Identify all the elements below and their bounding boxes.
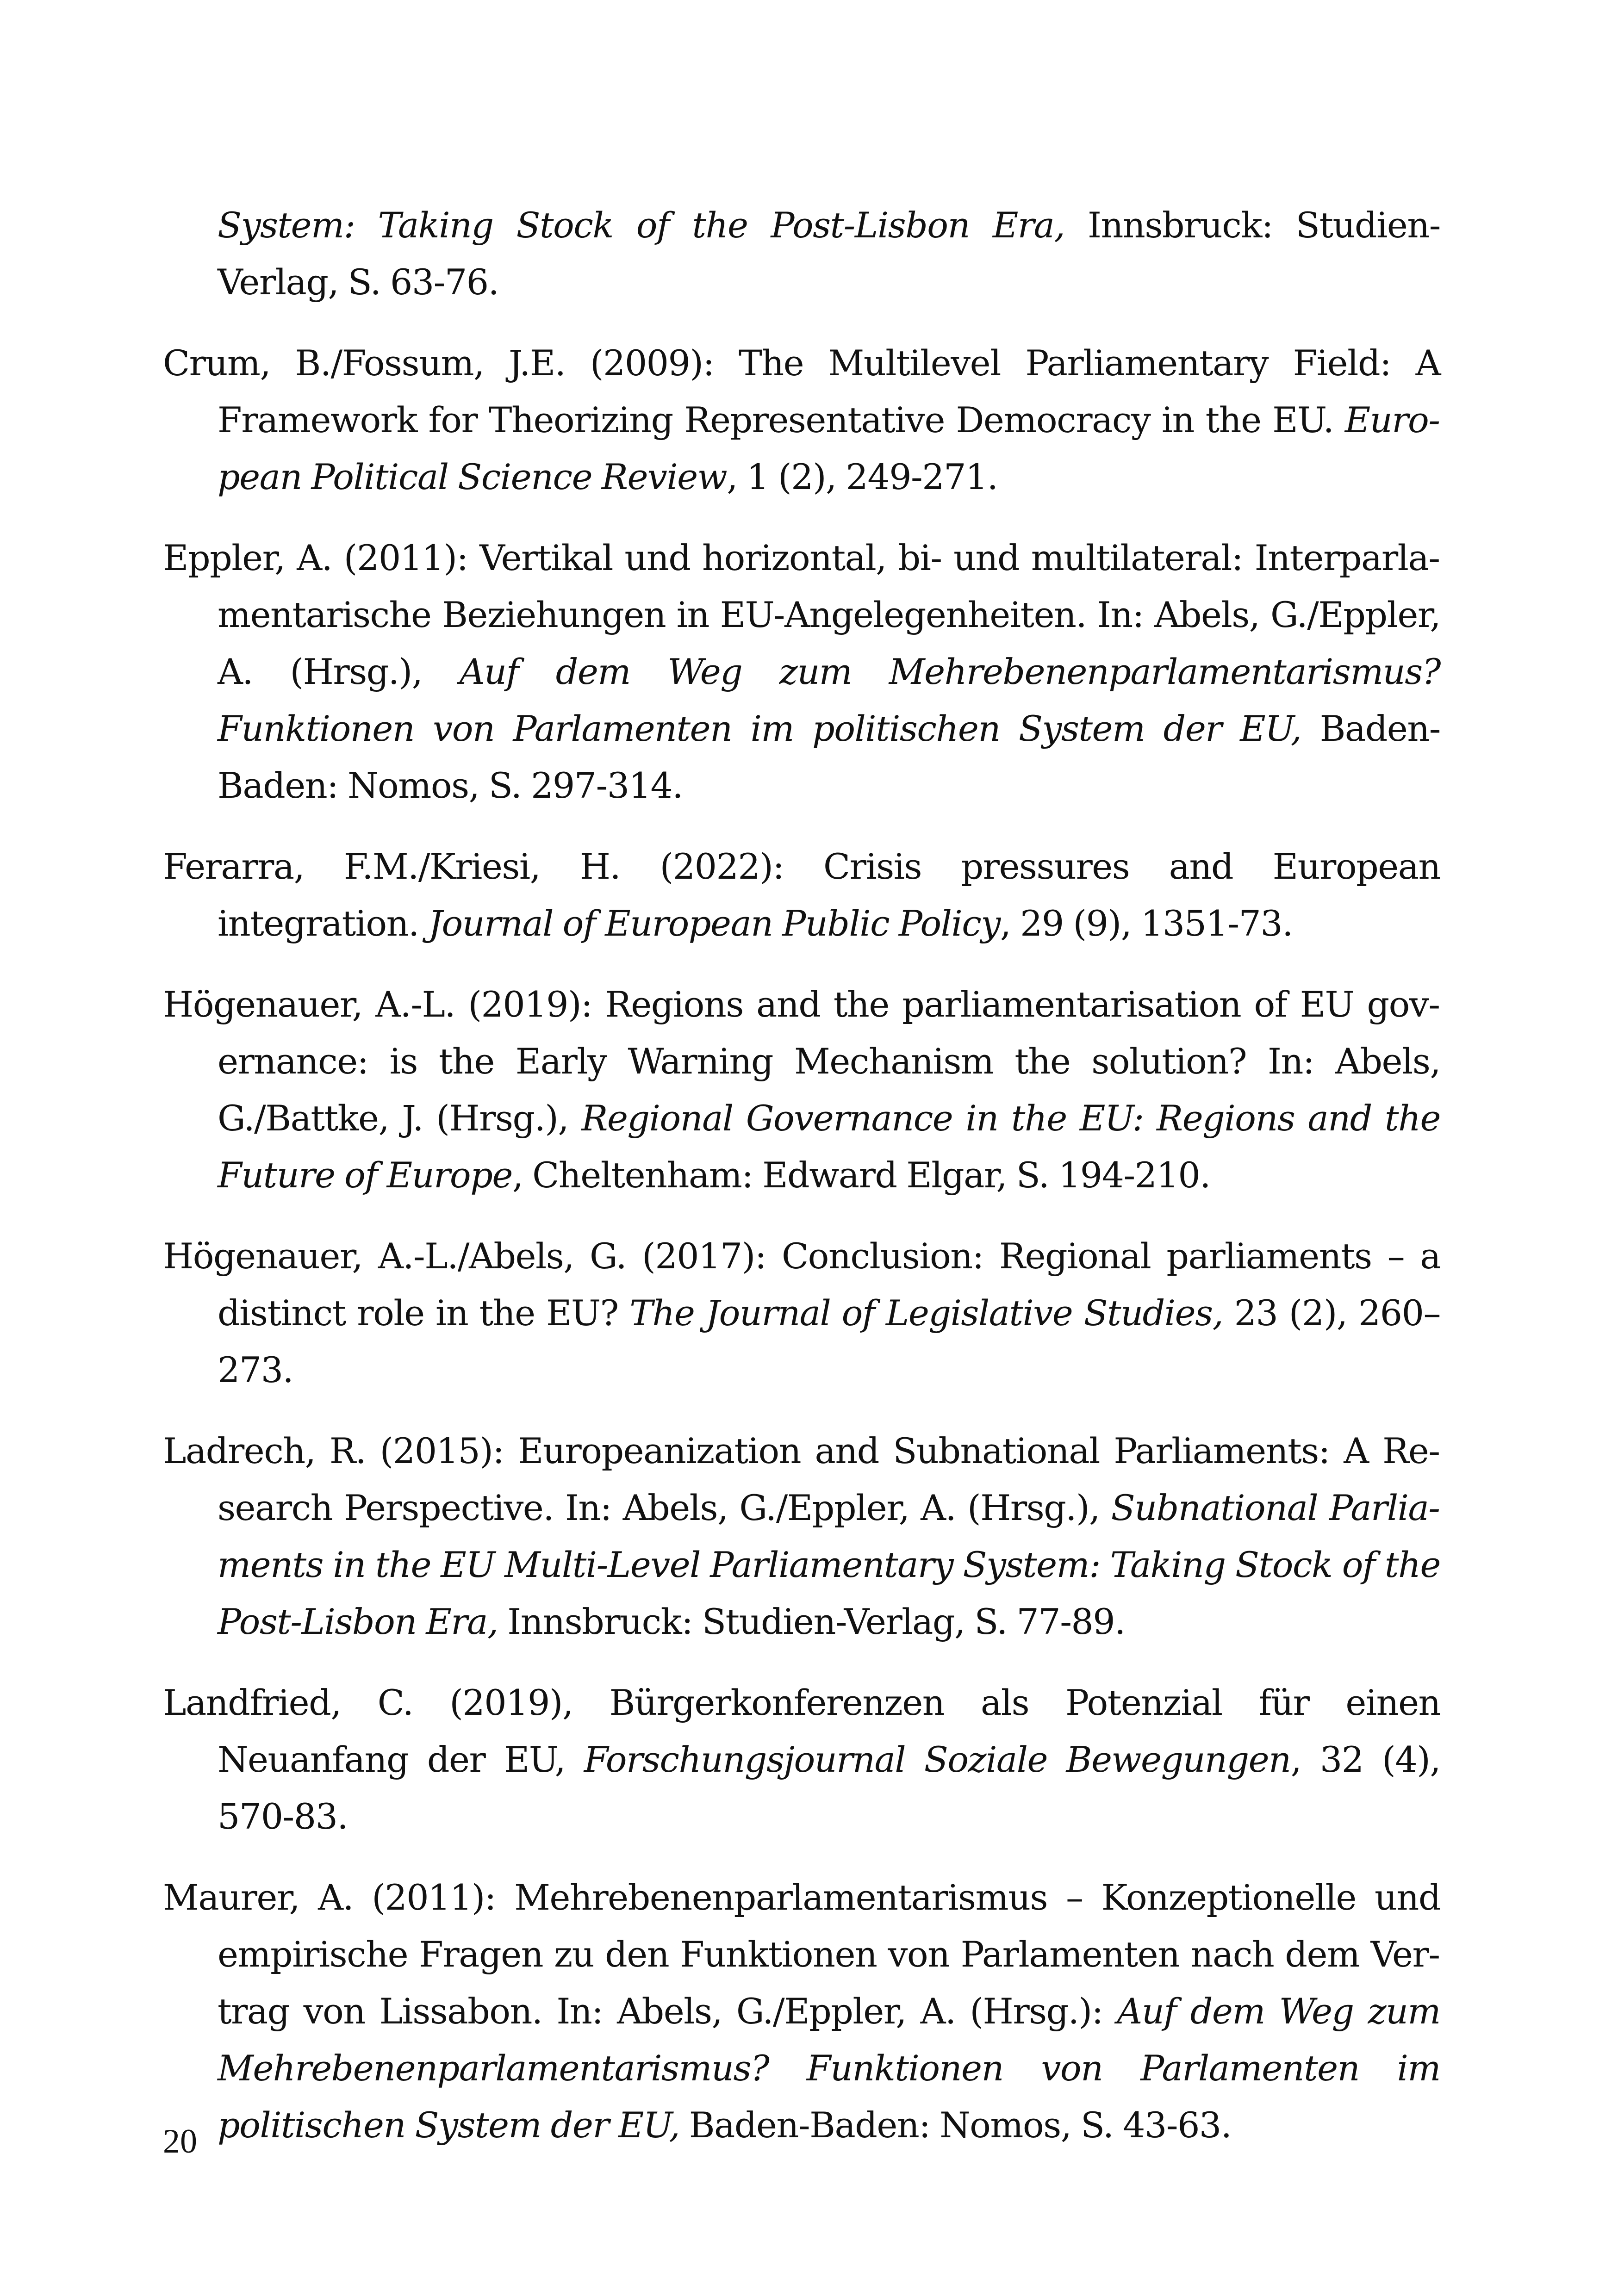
reference-entry-continued [163, 197, 1440, 310]
reference-journal-italic: Forschungsjournal Soziale Bewegungen [584, 1739, 1291, 1780]
reference-text: 23 (2), 260–273. [218, 1292, 1441, 1390]
reference-text: Baden-Baden: Nomos, S. 297-314. [218, 708, 1440, 806]
reference-text: Högenauer, A.-L./Abels, G. (2017): Conclusion: Regional parliaments – a distinct role in the EU? [163, 1235, 1440, 1334]
reference-title-italic: Auf dem Weg zum Mehrebenenparlamentarismus? Funktionen von Parlamenten im politischen System der EU, [218, 1991, 1440, 2146]
reference-text: Ladrech, R. (2015): Europeanization and Subnational Parliaments: A Research Perspective. In: Abels, G./Eppler, A. (Hrsg.), [163, 1430, 1440, 1528]
bibliography-list [163, 197, 1440, 2178]
reference-journal-italic: Journal of European Public Policy [428, 903, 1000, 944]
reference-entry-maurer [163, 1869, 1440, 2153]
reference-text: , 29 (9), 1351-73. [1000, 903, 1293, 944]
reference-text: Baden-Baden: Nomos, S. 43-63. [679, 2104, 1232, 2146]
reference-title-italic: System: Taking Stock of the Post-Lisbon Era, [218, 205, 1065, 246]
reference-title-italic: Auf dem Weg zum Mehrebenenparlamentarismus? Funktionen von Parlamenten im politischen System der EU, [218, 651, 1440, 749]
reference-title-italic: Regional Governance in the EU: Regions and the Future of Europe [218, 1098, 1440, 1196]
reference-entry-landfried [163, 1674, 1440, 1845]
reference-text: Crum, B./Fossum, J.E. (2009): The Multilevel Parliamentary Field: A Framework for Theorizing Representative Democracy in the EU. [163, 342, 1440, 441]
reference-entry-crum-fossum [163, 335, 1440, 505]
reference-text: , 1 (2), 249-271. [727, 456, 998, 497]
reference-title-italic: Subnational Parliaments in the EU Multi-Level Parliamentary System: Taking Stock of the Post-Lisbon Era, [218, 1487, 1440, 1642]
reference-text: , Cheltenham: Edward Elgar, S. 194-210. [512, 1154, 1210, 1196]
reference-entry-hoegenauer-2019 [163, 976, 1440, 1204]
page-number: 20 [163, 2122, 197, 2160]
reference-journal-italic: European Political Science Review [218, 399, 1440, 497]
reference-entry-hoegenauer-abels-2017 [163, 1228, 1440, 1398]
reference-text: Landfried, C. (2019), Bürgerkonferenzen als Potenzial für einen Neuanfang der EU, [163, 1682, 1440, 1780]
reference-text: Innsbruck: Studien-Verlag, S. 77-89. [498, 1601, 1125, 1642]
reference-text: Maurer, A. (2011): Mehrebenenparlamentarismus – Konzeptionelle und empirische Fragen zu den Funktionen von Parlamenten nach dem Vertrag von Lissabon. In: Abels, G./Eppler, A. (Hrsg.): [163, 1877, 1440, 2032]
reference-text: Ferarra, F.M./Kriesi, H. (2022): Crisis pressures and European integration. [163, 846, 1440, 944]
reference-text: Eppler, A. (2011): Vertikal und horizontal, bi- und multilateral: Interparlamentarische Beziehungen in EU-Angelegenheiten. In: Abels, G./Eppler, A. (Hrsg.), [163, 537, 1440, 692]
reference-text: Innsbruck: Studien-Verlag, S. 63-76. [218, 205, 1440, 303]
reference-entry-ladrech [163, 1422, 1440, 1650]
reference-journal-italic: The Journal of Legislative Studies, [629, 1292, 1223, 1334]
reference-text: Högenauer, A.-L. (2019): Regions and the parliamentarisation of EU governance: is the Early Warning Mechanism the solution? In: Abels, G./Battke, J. (Hrsg.), [163, 984, 1440, 1139]
reference-text: , 32 (4), 570-83. [218, 1739, 1440, 1837]
reference-entry-eppler [163, 529, 1440, 814]
reference-entry-ferarra-kriesi [163, 838, 1440, 952]
